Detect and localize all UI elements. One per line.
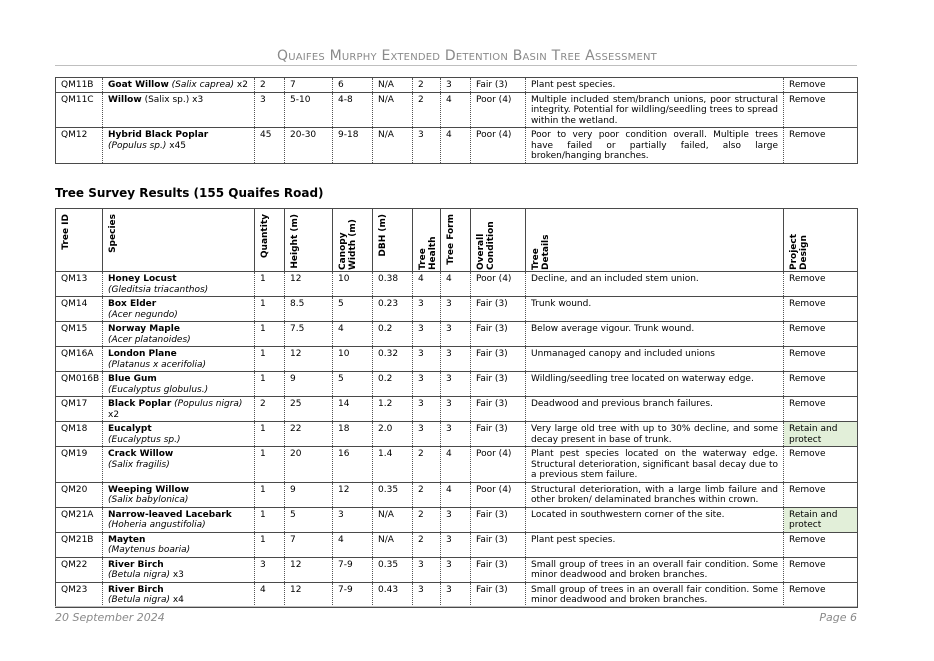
table-row xyxy=(56,447,858,483)
species-count-suffix: x3 xyxy=(189,94,204,105)
quantity-cell: 3 xyxy=(255,92,285,128)
project-design-cell: Remove xyxy=(784,582,858,607)
canopy-width-cell: 5 xyxy=(333,297,373,322)
tree-health-cell: 3 xyxy=(413,557,441,582)
quantity-cell: 4 xyxy=(255,582,285,607)
tree-health-cell: 2 xyxy=(413,482,441,507)
species-scientific-name: (Platanus x acerifolia) xyxy=(108,359,207,370)
canopy-width-cell: 10 xyxy=(333,347,373,372)
species-cell xyxy=(103,557,255,582)
footer-rule xyxy=(55,606,857,607)
header-overall-condition: Overall Condition xyxy=(471,209,526,272)
species-scientific-name: (Salix caprea) xyxy=(171,80,235,90)
quantity-cell: 1 xyxy=(255,447,285,483)
species-common-name: Willow xyxy=(108,94,142,105)
species-common-name: Weeping Willow xyxy=(108,484,190,495)
tree-health-cell: 3 xyxy=(413,397,441,422)
species-scientific-name: (Salix fragilis) xyxy=(108,459,170,470)
height-cell: 5 xyxy=(285,507,333,532)
canopy-width-cell: 6 xyxy=(333,78,373,93)
table-row xyxy=(56,297,858,322)
quantity-cell: 1 xyxy=(255,422,285,447)
header-tree-form: Tree Form xyxy=(441,209,471,272)
tree-id-cell: QM11B xyxy=(56,78,103,93)
tree-details-cell: Small group of trees in an overall fair condition. Some minor deadwood and broken branches. xyxy=(526,557,784,582)
height-cell: 12 xyxy=(285,582,333,607)
dbh-cell: 1.4 xyxy=(373,447,413,483)
table-header-row xyxy=(56,209,858,272)
canopy-width-cell: 10 xyxy=(333,272,373,297)
overall-condition-cell: Fair (3) xyxy=(471,297,526,322)
tree-id-cell: QM016B xyxy=(56,372,103,397)
header-height: Height (m) xyxy=(285,209,333,272)
overall-condition-cell: Poor (4) xyxy=(471,447,526,483)
canopy-width-cell: 9-18 xyxy=(333,128,373,164)
table-row xyxy=(56,272,858,297)
species-scientific-name: (Salix sp.) xyxy=(144,94,190,105)
project-design-cell: Retain and protect xyxy=(784,422,858,447)
quantity-cell: 1 xyxy=(255,507,285,532)
tree-id-cell: QM21A xyxy=(56,507,103,532)
table-row xyxy=(56,422,858,447)
project-design-cell: Remove xyxy=(784,347,858,372)
dbh-cell: N/A xyxy=(373,507,413,532)
canopy-width-cell: 18 xyxy=(333,422,373,447)
tree-id-cell: QM15 xyxy=(56,322,103,347)
project-design-cell: Remove xyxy=(784,557,858,582)
height-cell: 20-30 xyxy=(285,128,333,164)
tree-health-cell: 3 xyxy=(413,347,441,372)
canopy-width-cell: 12 xyxy=(333,482,373,507)
tree-form-cell: 3 xyxy=(441,297,471,322)
header-tree-details: Tree Details xyxy=(526,209,784,272)
species-cell xyxy=(103,78,255,93)
project-design-cell: Remove xyxy=(784,532,858,557)
overall-condition-cell: Poor (4) xyxy=(471,482,526,507)
tree-details-cell: Poor to very poor condition overall. Multiple trees have failed or partially failed, also large broken/hanging branches. xyxy=(526,128,784,164)
project-design-cell: Remove xyxy=(784,297,858,322)
tree-id-cell: QM18 xyxy=(56,422,103,447)
species-cell xyxy=(103,582,255,607)
quantity-cell: 2 xyxy=(255,78,285,93)
height-cell: 9 xyxy=(285,482,333,507)
quantity-cell: 1 xyxy=(255,532,285,557)
overall-condition-cell: Poor (4) xyxy=(471,128,526,164)
tree-form-cell: 3 xyxy=(441,347,471,372)
canopy-width-cell: 7-9 xyxy=(333,557,373,582)
tree-form-cell: 4 xyxy=(441,482,471,507)
table-row xyxy=(56,482,858,507)
species-scientific-name: (Eucalyptus sp.) xyxy=(108,434,181,445)
tree-health-cell: 3 xyxy=(413,297,441,322)
species-count-suffix: x2 xyxy=(234,80,248,90)
height-cell: 5-10 xyxy=(285,92,333,128)
tree-details-cell: Located in southwestern corner of the site. xyxy=(526,507,784,532)
canopy-width-cell: 3 xyxy=(333,507,373,532)
project-design-cell: Remove xyxy=(784,397,858,422)
species-scientific-name: (Populus nigra) xyxy=(174,399,243,409)
species-cell xyxy=(103,482,255,507)
height-cell: 8.5 xyxy=(285,297,333,322)
tree-form-cell: 3 xyxy=(441,397,471,422)
table-row xyxy=(56,557,858,582)
document-header-title: Quaifes Murphy Extended Detention Basin Tree Assessment xyxy=(277,48,657,64)
canopy-width-cell: 4 xyxy=(333,532,373,557)
tree-survey-table-body xyxy=(56,272,858,608)
table-row xyxy=(56,322,858,347)
tree-form-cell: 3 xyxy=(441,372,471,397)
overall-condition-cell: Poor (4) xyxy=(471,92,526,128)
canopy-width-cell: 4 xyxy=(333,322,373,347)
height-cell: 12 xyxy=(285,557,333,582)
dbh-cell: 0.2 xyxy=(373,372,413,397)
overall-condition-cell: Fair (3) xyxy=(471,582,526,607)
tree-id-cell: QM19 xyxy=(56,447,103,483)
species-scientific-name: (Acer negundo) xyxy=(108,309,178,320)
tree-form-cell: 3 xyxy=(441,322,471,347)
species-cell xyxy=(103,372,255,397)
tree-details-cell: Plant pest species. xyxy=(526,532,784,557)
species-cell xyxy=(103,397,255,422)
species-scientific-name: (Populus sp.) xyxy=(108,140,167,151)
tree-form-cell: 3 xyxy=(441,507,471,532)
tree-form-cell: 3 xyxy=(441,78,471,93)
tree-details-cell: Decline, and an included stem union. xyxy=(526,272,784,297)
overall-condition-cell: Fair (3) xyxy=(471,322,526,347)
tree-id-cell: QM21B xyxy=(56,532,103,557)
species-scientific-name: (Betula nigra) xyxy=(108,570,170,580)
dbh-cell: N/A xyxy=(373,532,413,557)
table-row xyxy=(56,347,858,372)
project-design-cell: Remove xyxy=(784,78,858,93)
species-common-name: Eucalypt xyxy=(108,424,152,434)
tree-details-cell: Plant pest species. xyxy=(526,78,784,93)
canopy-width-cell: 5 xyxy=(333,372,373,397)
height-cell: 9 xyxy=(285,372,333,397)
species-cell xyxy=(103,128,255,164)
tree-form-cell: 3 xyxy=(441,422,471,447)
species-common-name: Norway Maple xyxy=(108,324,180,334)
overall-condition-cell: Fair (3) xyxy=(471,347,526,372)
project-design-cell: Remove xyxy=(784,92,858,128)
table-row xyxy=(56,507,858,532)
species-scientific-name: (Gleditsia triacanthos) xyxy=(108,284,209,295)
quantity-cell: 45 xyxy=(255,128,285,164)
species-cell xyxy=(103,347,255,372)
tree-health-cell: 2 xyxy=(413,78,441,93)
quantity-cell: 1 xyxy=(255,482,285,507)
canopy-width-cell: 7-9 xyxy=(333,582,373,607)
quantity-cell: 1 xyxy=(255,297,285,322)
tree-details-cell: Deadwood and previous branch failures. xyxy=(526,397,784,422)
species-common-name: Box Elder xyxy=(108,299,157,309)
table-row xyxy=(56,372,858,397)
dbh-cell: 0.35 xyxy=(373,482,413,507)
table-row xyxy=(56,128,858,164)
species-common-name: Hybrid Black Poplar xyxy=(108,130,209,140)
footer-page-number: Page 6 xyxy=(819,611,857,624)
tree-health-cell: 2 xyxy=(413,532,441,557)
tree-details-cell: Below average vigour. Trunk wound. xyxy=(526,322,784,347)
tree-form-cell: 3 xyxy=(441,532,471,557)
dbh-cell: 0.35 xyxy=(373,557,413,582)
species-common-name: Black Poplar xyxy=(108,399,172,409)
table-row xyxy=(56,397,858,422)
tree-details-cell: Structural deterioration, with a large limb failure and other broken/ delaminated branches within crown. xyxy=(526,482,784,507)
footer-date: 20 September 2024 xyxy=(55,611,165,624)
height-cell: 25 xyxy=(285,397,333,422)
table-row xyxy=(56,78,858,93)
overall-condition-cell: Fair (3) xyxy=(471,532,526,557)
tree-table-continued xyxy=(55,77,858,164)
tree-id-cell: QM16A xyxy=(56,347,103,372)
species-cell xyxy=(103,532,255,557)
species-cell xyxy=(103,322,255,347)
species-count-suffix: x4 xyxy=(169,595,184,605)
tree-health-cell: 3 xyxy=(413,322,441,347)
tree-health-cell: 3 xyxy=(413,582,441,607)
species-common-name: River Birch xyxy=(108,559,164,570)
species-scientific-name: (Acer platanoides) xyxy=(108,334,191,345)
height-cell: 7 xyxy=(285,78,333,93)
tree-health-cell: 2 xyxy=(413,92,441,128)
project-design-cell: Remove xyxy=(784,272,858,297)
header-tree-id: Tree ID xyxy=(56,209,103,272)
project-design-cell: Remove xyxy=(784,447,858,483)
dbh-cell: 0.2 xyxy=(373,322,413,347)
species-common-name: River Birch xyxy=(108,584,164,595)
project-design-cell: Remove xyxy=(784,372,858,397)
header-quantity: Quantity xyxy=(255,209,285,272)
tree-id-cell: QM22 xyxy=(56,557,103,582)
species-cell xyxy=(103,422,255,447)
table-row xyxy=(56,92,858,128)
tree-id-cell: QM17 xyxy=(56,397,103,422)
tree-details-cell: Very large old tree with up to 30% decline, and some decay present in base of trunk. xyxy=(526,422,784,447)
table-row xyxy=(56,582,858,607)
species-cell xyxy=(103,507,255,532)
quantity-cell: 1 xyxy=(255,272,285,297)
species-scientific-name: (Maytenus boaria) xyxy=(108,545,191,555)
overall-condition-cell: Poor (4) xyxy=(471,272,526,297)
section-title: Tree Survey Results (155 Quaifes Road) xyxy=(55,186,324,200)
species-scientific-name: (Hoheria angustifolia) xyxy=(108,520,206,530)
height-cell: 7.5 xyxy=(285,322,333,347)
quantity-cell: 3 xyxy=(255,557,285,582)
overall-condition-cell: Fair (3) xyxy=(471,422,526,447)
tree-details-cell: Unmanaged canopy and included unions xyxy=(526,347,784,372)
tree-id-cell: QM23 xyxy=(56,582,103,607)
dbh-cell: N/A xyxy=(373,78,413,93)
height-cell: 20 xyxy=(285,447,333,483)
species-scientific-name: (Salix babylonica) xyxy=(108,495,189,505)
overall-condition-cell: Fair (3) xyxy=(471,557,526,582)
tree-form-cell: 4 xyxy=(441,272,471,297)
tree-form-cell: 4 xyxy=(441,92,471,128)
height-cell: 7 xyxy=(285,532,333,557)
overall-condition-cell: Fair (3) xyxy=(471,372,526,397)
species-count-suffix: x45 xyxy=(166,140,187,151)
species-count-suffix: x3 xyxy=(169,570,184,580)
dbh-cell: 0.23 xyxy=(373,297,413,322)
tree-id-cell: QM13 xyxy=(56,272,103,297)
quantity-cell: 1 xyxy=(255,322,285,347)
dbh-cell: 2.0 xyxy=(373,422,413,447)
tree-id-cell: QM20 xyxy=(56,482,103,507)
dbh-cell: 0.43 xyxy=(373,582,413,607)
species-cell xyxy=(103,297,255,322)
tree-form-cell: 3 xyxy=(441,582,471,607)
tree-health-cell: 2 xyxy=(413,507,441,532)
height-cell: 12 xyxy=(285,347,333,372)
height-cell: 22 xyxy=(285,422,333,447)
quantity-cell: 1 xyxy=(255,372,285,397)
tree-health-cell: 3 xyxy=(413,422,441,447)
tree-survey-table xyxy=(55,208,858,608)
quantity-cell: 1 xyxy=(255,347,285,372)
tree-form-cell: 4 xyxy=(441,128,471,164)
species-scientific-name: (Betula nigra) xyxy=(108,595,170,605)
project-design-cell: Remove xyxy=(784,482,858,507)
dbh-cell: N/A xyxy=(373,92,413,128)
overall-condition-cell: Fair (3) xyxy=(471,78,526,93)
project-design-cell: Remove xyxy=(784,322,858,347)
tree-health-cell: 3 xyxy=(413,128,441,164)
project-design-cell: Remove xyxy=(784,128,858,164)
tree-health-cell: 3 xyxy=(413,372,441,397)
tree-id-cell: QM14 xyxy=(56,297,103,322)
canopy-width-cell: 14 xyxy=(333,397,373,422)
tree-details-cell: Small group of trees in an overall fair condition. Some minor deadwood and broken branches. xyxy=(526,582,784,607)
dbh-cell: 0.38 xyxy=(373,272,413,297)
species-common-name: Mayten xyxy=(108,534,146,545)
tree-id-cell: QM12 xyxy=(56,128,103,164)
tree-details-cell: Plant pest species located on the waterway edge. Structural deterioration, significant basal decay due to a previous stem failure. xyxy=(526,447,784,483)
tree-table-continued-body xyxy=(56,78,858,164)
species-common-name: Crack Willow xyxy=(108,449,174,459)
species-cell xyxy=(103,447,255,483)
header-canopy-width: Canopy Width (m) xyxy=(333,209,373,272)
species-common-name: Blue Gum xyxy=(108,374,157,384)
overall-condition-cell: Fair (3) xyxy=(471,397,526,422)
species-scientific-name: (Eucalyptus globulus.) xyxy=(108,384,209,395)
quantity-cell: 2 xyxy=(255,397,285,422)
project-design-cell: Retain and protect xyxy=(784,507,858,532)
species-common-name: Narrow-leaved Lacebark xyxy=(108,509,232,520)
tree-details-cell: Multiple included stem/branch unions, poor structural integrity. Potential for wildling/seedling trees to spread within the wetland. xyxy=(526,92,784,128)
header-rule xyxy=(55,65,857,66)
overall-condition-cell: Fair (3) xyxy=(471,507,526,532)
species-common-name: Honey Locust xyxy=(108,274,177,284)
dbh-cell: 1.2 xyxy=(373,397,413,422)
canopy-width-cell: 4-8 xyxy=(333,92,373,128)
tree-health-cell: 2 xyxy=(413,447,441,483)
species-common-name: London Plane xyxy=(108,349,177,359)
tree-form-cell: 4 xyxy=(441,447,471,483)
tree-form-cell: 3 xyxy=(441,557,471,582)
header-tree-health: Tree Health xyxy=(413,209,441,272)
tree-details-cell: Wildling/seedling tree located on waterway edge. xyxy=(526,372,784,397)
tree-details-cell: Trunk wound. xyxy=(526,297,784,322)
canopy-width-cell: 16 xyxy=(333,447,373,483)
species-count-suffix: x2 xyxy=(108,409,120,420)
species-cell xyxy=(103,92,255,128)
species-common-name: Goat Willow xyxy=(108,80,169,90)
header-project-design: Project Design xyxy=(784,209,858,272)
tree-health-cell: 4 xyxy=(413,272,441,297)
header-species: Species xyxy=(103,209,255,272)
species-cell xyxy=(103,272,255,297)
tree-id-cell: QM11C xyxy=(56,92,103,128)
dbh-cell: 0.32 xyxy=(373,347,413,372)
height-cell: 12 xyxy=(285,272,333,297)
dbh-cell: N/A xyxy=(373,128,413,164)
header-dbh: DBH (m) xyxy=(373,209,413,272)
table-row xyxy=(56,532,858,557)
